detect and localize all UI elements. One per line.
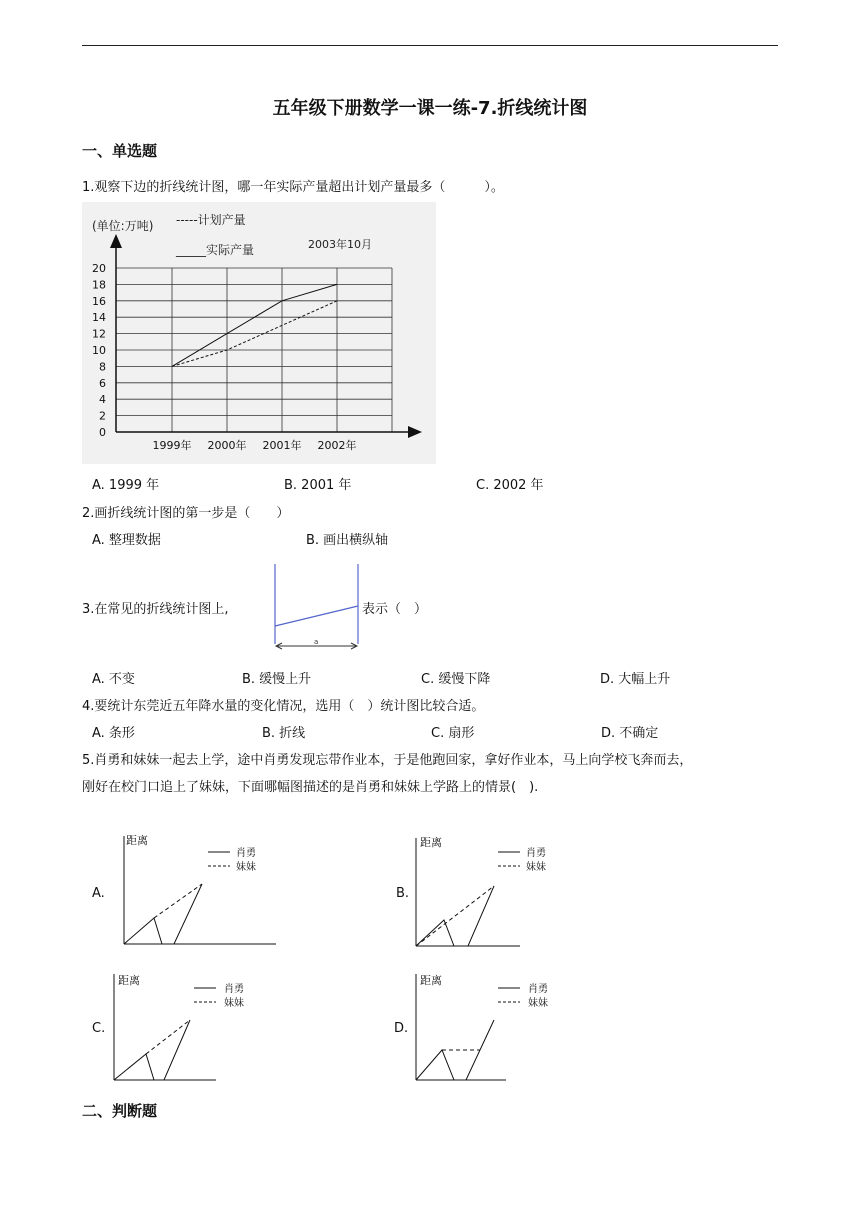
q1-chart-svg (82, 202, 436, 464)
series-line-actual (172, 284, 337, 366)
question-5-line-1: 5.肖勇和妹妹一起去上学，途中肖勇发现忘带作业本，于是他跑回家，拿好作业本，马上向学校飞奔而去， (82, 753, 693, 768)
y-tick-label: 16 (92, 294, 106, 308)
chart-series (172, 284, 337, 366)
q5-option-d-graph[interactable] (406, 968, 576, 1086)
xiaoyong-line (124, 884, 202, 944)
q5-option-b-graph[interactable] (406, 830, 576, 952)
q4-option-b[interactable]: B. 折线 (262, 726, 306, 741)
q2-option-a[interactable]: A. 整理数据 (92, 533, 161, 548)
q2-option-b[interactable]: B. 画出横纵轴 (306, 533, 389, 548)
q4-option-a[interactable]: A. 条形 (92, 726, 135, 741)
x-tick-label: 1999年 (152, 439, 192, 452)
question-3-text-before: 3.在常见的折线统计图上, (82, 602, 229, 617)
q3-option-c[interactable]: C. 缓慢下降 (421, 672, 491, 687)
meimei-line (416, 886, 494, 946)
legend-meimei: 妹妹 (236, 862, 256, 873)
q4-option-d[interactable]: D. 不确定 (601, 726, 659, 741)
legend-meimei: 妹妹 (528, 998, 548, 1009)
y-tick-label: 2 (99, 409, 106, 423)
q1-option-b[interactable]: B. 2001 年 (284, 478, 352, 493)
q3-segment-figure (266, 562, 366, 654)
y-tick-label: 4 (99, 393, 106, 407)
legend-xiaoyong: 肖勇 (526, 848, 546, 859)
section-heading-single-choice: 一、单选题 (82, 142, 158, 160)
legend-meimei: 妹妹 (526, 862, 546, 873)
axis-label-distance: 距离 (420, 836, 442, 849)
question-2-text: 2.画折线统计图的第一步是（ ） (82, 506, 290, 521)
q1-option-c[interactable]: C. 2002 年 (476, 478, 544, 493)
q3-option-b[interactable]: B. 缓慢上升 (242, 672, 312, 687)
q1-line-chart (82, 202, 436, 464)
legend-xiaoyong: 肖勇 (528, 984, 548, 995)
legend-xiaoyong: 肖勇 (236, 848, 256, 859)
y-tick-label: 14 (92, 311, 106, 325)
q3-interval-label: a (314, 638, 319, 646)
y-axis-arrow (110, 234, 122, 248)
q5-option-c-graph[interactable] (104, 968, 274, 1086)
y-tick-label: 10 (92, 344, 106, 357)
x-tick-label: 2001年 (262, 439, 302, 452)
q3-figure-svg (266, 562, 366, 654)
x-axis-arrow (408, 426, 422, 438)
q3-rising-segment (275, 606, 358, 626)
axis-label-distance: 距离 (420, 974, 442, 987)
y-tick-label: 0 (99, 426, 106, 439)
y-tick-label: 20 (92, 262, 106, 275)
question-3-text-after: 表示（ ） (362, 602, 428, 617)
y-tick-label: 6 (99, 376, 106, 390)
q5-option-a-label[interactable]: A. (92, 886, 105, 901)
axis-label-distance: 距离 (118, 974, 140, 987)
y-tick-label: 18 (92, 278, 106, 292)
legend-actual: _____实际产量 (176, 243, 255, 257)
q1-option-a[interactable]: A. 1999 年 (92, 478, 160, 493)
y-tick-label: 12 (92, 327, 106, 341)
header-rule (82, 45, 778, 46)
meimei-line (154, 884, 202, 918)
x-tick-label: 2000年 (207, 439, 247, 452)
chart-grid (116, 268, 392, 432)
page-title: 五年级下册数学一课一练-7.折线统计图 (272, 98, 588, 119)
legend-xiaoyong: 肖勇 (224, 984, 244, 995)
q4-option-c[interactable]: C. 扇形 (431, 726, 475, 741)
q3-option-d[interactable]: D. 大幅上升 (600, 672, 671, 687)
section-heading-true-false: 二、判断题 (82, 1102, 158, 1120)
x-tick-label: 2002年 (317, 439, 357, 452)
question-5-line-2: 刚好在校门口追上了妹妹，下面哪幅图描述的是肖勇和妹妹上学路上的情景( ). (82, 780, 539, 795)
question-4-text: 4.要统计东莞近五年降水量的变化情况，选用（ ）统计图比较合适。 (82, 699, 485, 714)
axis-label-distance: 距离 (126, 834, 148, 847)
q5-option-c-label[interactable]: C. (92, 1021, 106, 1036)
chart-date-label: 2003年10月 (308, 238, 372, 251)
legend-meimei: 妹妹 (224, 998, 244, 1009)
q3-option-a[interactable]: A. 不变 (92, 672, 135, 687)
question-1-text: 1.观察下边的折线统计图，哪一年实际产量超出计划产量最多（ ）。 (82, 180, 504, 195)
q5-option-b-label[interactable]: B. (396, 886, 410, 901)
legend-plan: -----计划产量 (176, 213, 246, 227)
y-tick-label: 8 (99, 360, 106, 374)
chart-unit-label: (单位:万吨) (92, 219, 154, 233)
q5-option-a-graph[interactable] (112, 830, 282, 952)
xiaoyong-line (416, 1020, 494, 1080)
xiaoyong-line (114, 1020, 190, 1080)
meimei-line (146, 1020, 190, 1054)
q5-option-d-label[interactable]: D. (394, 1021, 409, 1036)
